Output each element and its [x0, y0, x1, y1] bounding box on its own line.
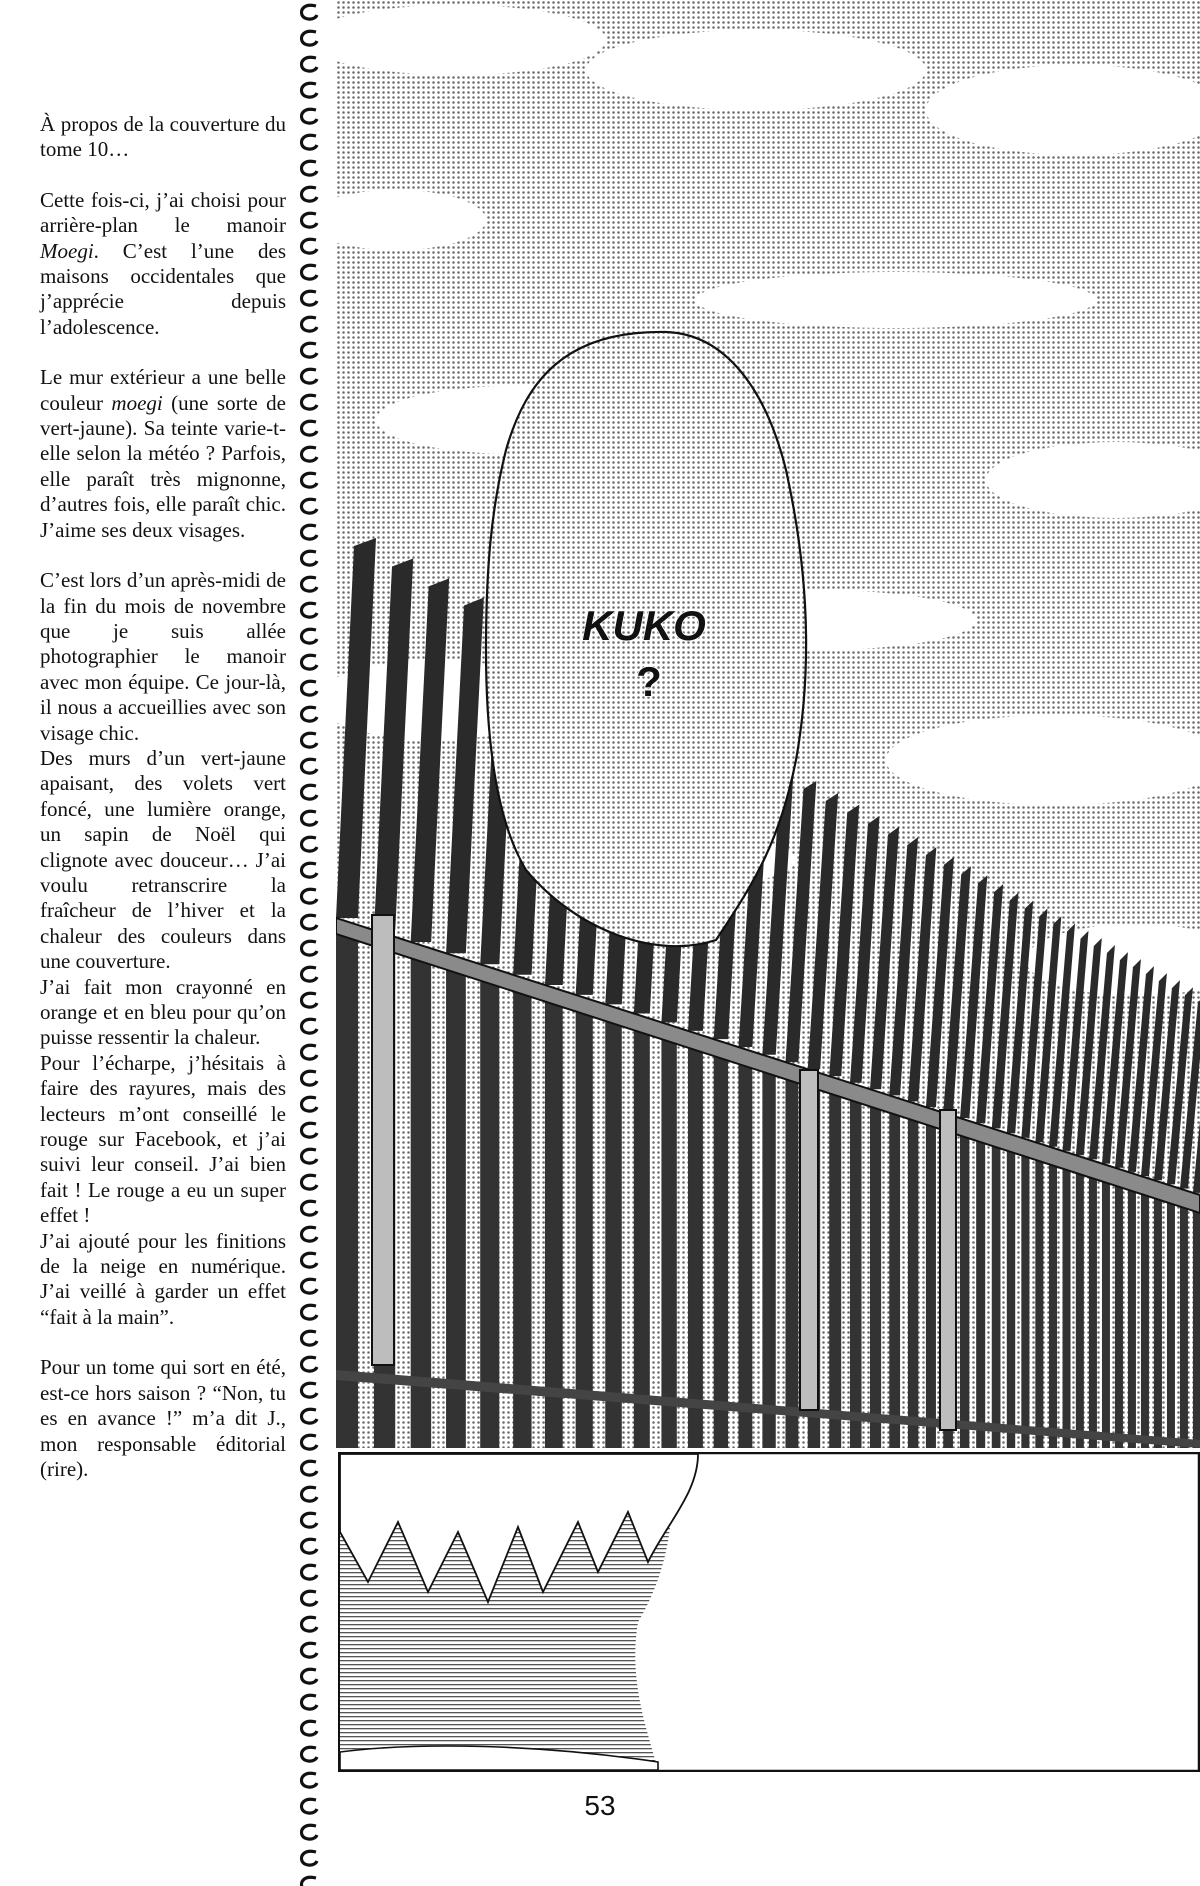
notes-paragraph-4: Des murs d’un vert-jaune apaisant, des volets vert foncé, une lumière orange, un sapin de Noël qui clignote avec douceur… J’ai voulu retranscrire la fraîcheur de l’hiver et la chaleur des couleurs dans une couverture.: [40, 745, 286, 974]
bubble-text-name: KUKO: [582, 602, 706, 649]
notes-paragraph-7: J’ai ajouté pour les finitions de la neige en numérique. J’ai veillé à garder un effet “fait à la main”.: [40, 1228, 286, 1329]
notes-paragraph-3: C’est lors d’un après-midi de la fin du mois de novembre que je suis allée photographier le manoir avec mon équipe. Ce jour-là, il nous a accueillies avec son visage chic.: [40, 568, 286, 745]
spiral-divider: [296, 0, 322, 1886]
page-number: 53: [584, 1790, 616, 1821]
notes-paragraph-5: J’ai fait mon crayonné en orange et en bleu pour qu’on puisse ressentir la chaleur.: [40, 974, 286, 1050]
author-notes: [40, 112, 286, 1507]
panel-sky-fence: [336, 0, 1200, 1448]
panel-character-back: [338, 1452, 1200, 1772]
notes-paragraph-8: Pour un tome qui sort en été, est-ce hors saison ? “Non, tu es en avance !” m’a dit J., mon responsable éditorial (rire).: [40, 1355, 286, 1481]
notes-paragraph-6: Pour l’écharpe, j’hésitais à faire des rayures, mais des lecteurs m’ont conseillé le rouge sur Facebook, et j’ai suivi leur conseil. J’ai bien fait ! Le rouge a eu un super effet !: [40, 1050, 286, 1228]
notes-title: À propos de la couverture du tome 10…: [40, 112, 286, 162]
notes-paragraph-2: Le mur extérieur a une belle couleur moegi (une sorte de vert-jaune). Sa teinte varie-t-elle selon la météo ? Parfois, elle paraît très mignonne, d’autres fois, elle paraît chic. J’aime ses deux visages.: [40, 365, 286, 542]
notes-paragraph-1: Cette fois-ci, j’ai choisi pour arrière-plan le manoir Moegi. C’est l’une des maisons occidentales que j’apprécie depuis l’adolescence.: [40, 187, 286, 339]
bubble-text-question: ?: [636, 658, 662, 705]
